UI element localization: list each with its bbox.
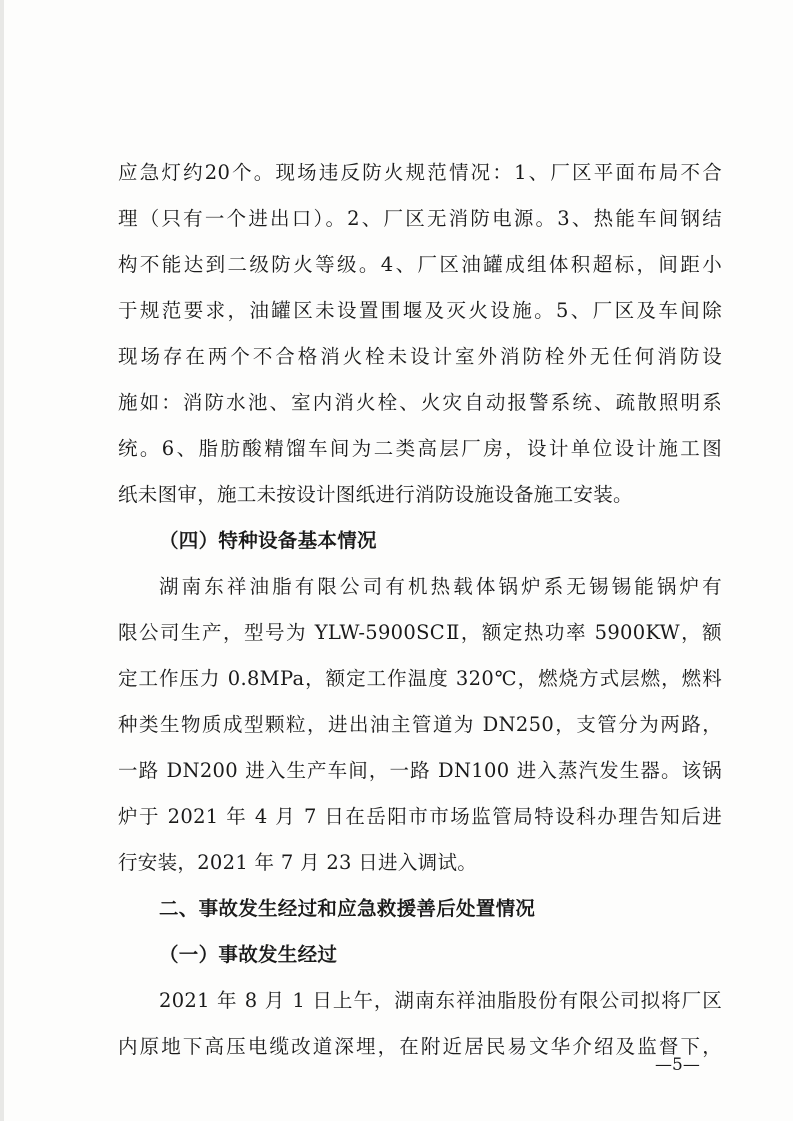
paragraph-line: 定工作压力 0.8MPa，额定工作温度 320℃，燃烧方式层燃，燃料 [118, 667, 722, 690]
scan-edge [0, 0, 4, 1121]
paragraph-line: 统。6、脂肪酸精馏车间为二类高层厂房，设计单位设计施工图 [118, 437, 722, 460]
paragraph-line: 纸未图审，施工未按设计图纸进行消防设施设备施工安装。 [118, 483, 633, 506]
page-number: —5— [655, 1055, 700, 1075]
paragraph-line: 湖南东祥油脂有限公司有机热载体锅炉系无锡锡能锅炉有 [159, 575, 722, 598]
paragraph-line: 理（只有一个进出口）。2、厂区无消防电源。3、热能车间钢结 [118, 207, 722, 230]
paragraph-line: 行安装，2021 年 7 月 23 日进入调试。 [118, 851, 478, 874]
section-heading-accident-process: 二、事故发生经过和应急救援善后处置情况 [159, 897, 536, 920]
paragraph-line: 应急灯约20个。现场违反防火规范情况：1、厂区平面布局不合 [118, 161, 722, 184]
paragraph-line: 现场存在两个不合格消火栓未设计室外消防栓外无任何消防设 [118, 345, 722, 368]
section-heading-special-equipment: （四）特种设备基本情况 [159, 529, 377, 552]
paragraph-line: 限公司生产，型号为 YLW-5900SCⅡ，额定热功率 5900KW，额 [118, 621, 722, 644]
paragraph-line: 2021 年 8 月 1 日上午，湖南东祥油脂股份有限公司拟将厂区 [159, 989, 722, 1012]
paragraph-line: 于规范要求，油罐区未设置围堰及灭火设施。5、厂区及车间除 [118, 299, 722, 322]
body-text [118, 150, 722, 1070]
paragraph-line: 内原地下高压电缆改道深埋，在附近居民易文华介绍及监督下， [118, 1035, 722, 1058]
paragraph-line: 炉于 2021 年 4 月 7 日在岳阳市市场监管局特设科办理告知后进 [118, 805, 722, 828]
paragraph-line: 一路 DN200 进入生产车间，一路 DN100 进入蒸汽发生器。该锅 [118, 759, 722, 782]
paragraph-line: 种类生物质成型颗粒，进出油主管道为 DN250，支管分为两路， [118, 713, 722, 736]
paragraph-line: 构不能达到二级防火等级。4、厂区油罐成组体积超标，间距小 [118, 253, 722, 276]
subsection-heading-accident-occurrence: （一）事故发生经过 [159, 943, 338, 966]
paragraph-line: 施如：消防水池、室内消火栓、火灾自动报警系统、疏散照明系 [118, 391, 722, 414]
